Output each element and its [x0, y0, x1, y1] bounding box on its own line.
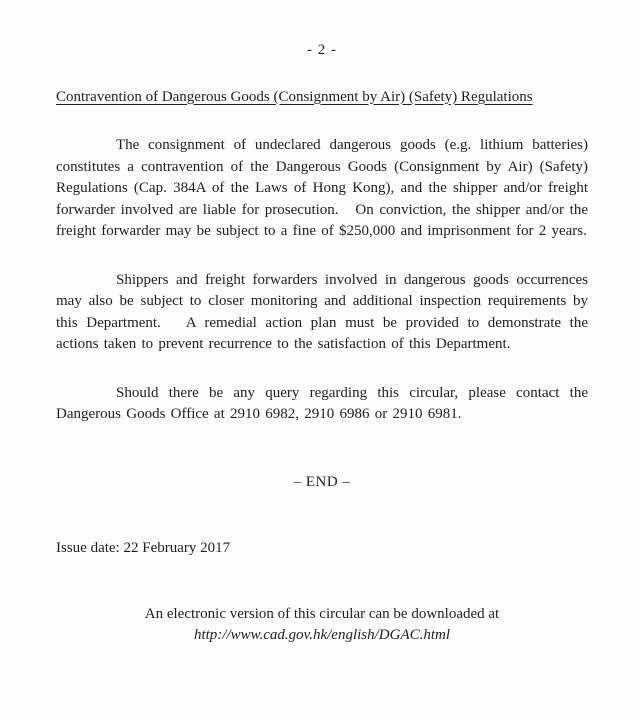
download-url: http://www.cad.gov.hk/english/DGAC.html: [193, 627, 451, 643]
page-number: - 2 -: [307, 42, 337, 58]
document-heading: Contravention of Dangerous Goods (Consignment by Air) (Safety) Regulations: [56, 88, 533, 105]
paragraph-contact-query: Should there be any query regarding this circular, please contact the Dangerous Goods Office at 2910 6982, 2910 6986 or 2910 6981.: [56, 384, 594, 422]
footer-download-note: [56, 604, 588, 647]
end-marker: – END –: [293, 473, 351, 490]
paragraph-monitoring-remedial: Shippers and freight forwarders involved in dangerous goods occurrences may also be subject to closer monitoring and additional inspection requirements by this Department. A remedial action plan must be provided to demonstrate the actions taken to prevent recurrence to the satisfaction of this Department.: [56, 271, 594, 352]
download-note-text: An electronic version of this circular can be downloaded at: [144, 605, 500, 622]
issue-date: Issue date: 22 February 2017: [56, 540, 231, 556]
paragraph-contravention-penalties: The consignment of undeclared dangerous goods (e.g. lithium batteries) constitutes a contravention of the Dangerous Goods (Consignment by Air) (Safety) Regulations (Cap. 384A of the Laws of Hong Kong), and the shipper and/or freight forwarder involved are liable for prosecution. On conviction, the shipper and/or the freight forwarder may be subject to a fine of $250,000 and imprisonment for 2 years.: [56, 137, 594, 239]
